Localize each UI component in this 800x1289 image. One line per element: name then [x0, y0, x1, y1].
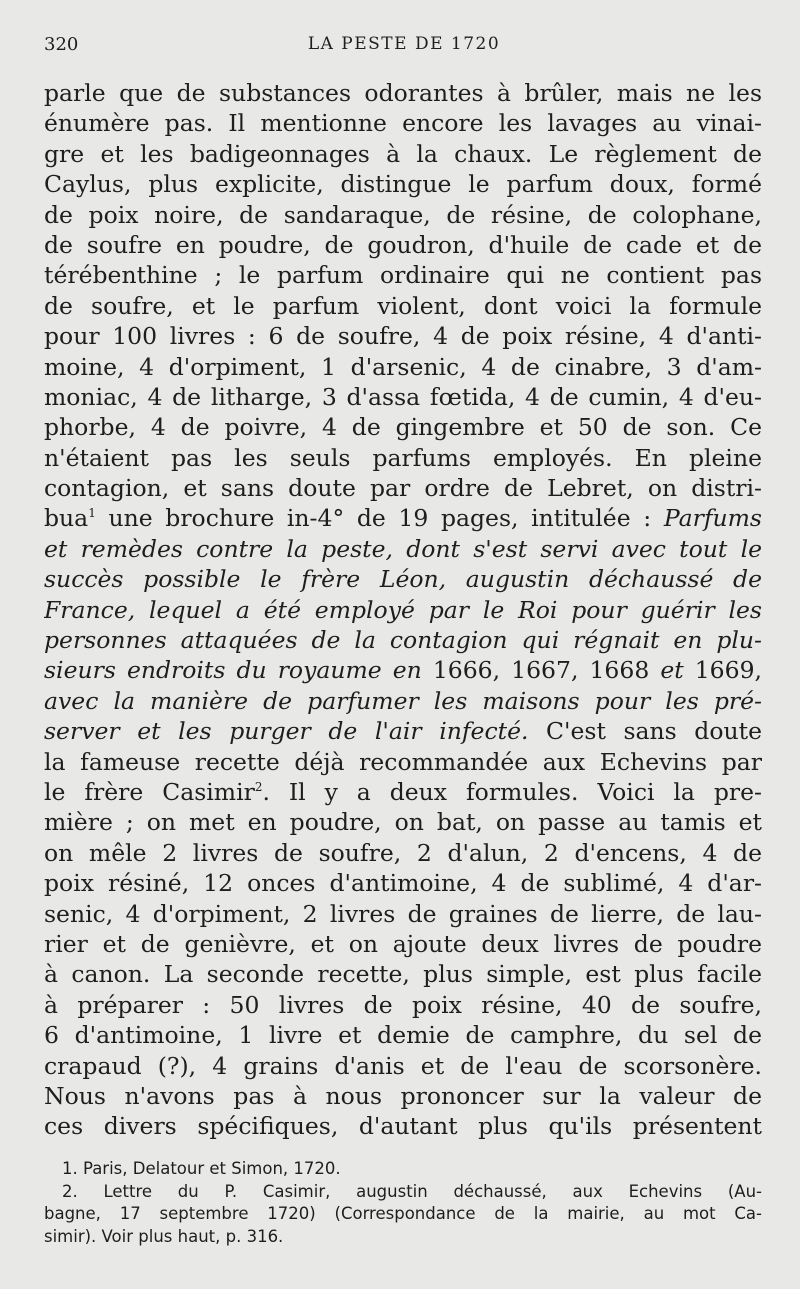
text-line: [44, 625, 762, 655]
text-run: personnes attaquées de la contagion qui régnait en plu-: [44, 626, 762, 655]
page-header: [44, 34, 764, 60]
text-line: [44, 1111, 762, 1141]
text-line: [44, 990, 762, 1020]
text-run: 1669,: [683, 656, 762, 685]
text-run: pour 100 livres : 6 de soufre, 4 de poix résine, 4 d'anti-: [44, 322, 762, 351]
text-line: [44, 230, 762, 260]
footnote-ref: 2: [254, 780, 263, 795]
text-line: [44, 108, 762, 138]
text-line: [44, 686, 762, 716]
text-line: [44, 1081, 762, 1111]
text-line: [44, 443, 762, 473]
text-line: [44, 260, 762, 290]
text-run: senic, 4 d'orpiment, 2 livres de graines de lierre, de lau-: [44, 899, 762, 928]
text-line: [44, 564, 762, 594]
footnote-ref: 1: [88, 506, 96, 521]
text-run: avec la manière de parfumer les maisons pour les pré-: [44, 686, 762, 715]
text-run: on mêle 2 livres de soufre, 2 d'alun, 2 d'encens, 4 de: [44, 838, 762, 867]
running-title: LA PESTE DE 1720: [307, 34, 501, 54]
text-line: [44, 321, 762, 351]
text-run: le frère Casimir: [44, 777, 255, 806]
text-run: moine, 4 d'orpiment, 1 d'arsenic, 4 de cinabre, 3 d'am-: [44, 352, 762, 381]
text-run: 1666, 1667, 1668: [432, 656, 661, 685]
text-line: [44, 655, 762, 685]
text-run: et remèdes contre la peste, dont s'est servi avec tout le: [44, 534, 762, 563]
footnote-line: 2. Lettre du P. Casimir, augustin déchaussé, aux Echevins (Au-: [62, 1181, 762, 1201]
text-line: [44, 169, 762, 199]
text-line: [44, 534, 762, 564]
text-line: [44, 899, 762, 929]
text-run: . Il y a deux formules. Voici la pre-: [262, 777, 762, 806]
text-run: server et les purger de l'air infecté.: [44, 717, 529, 746]
text-line: [44, 868, 762, 898]
text-run: énumère pas. Il mentionne encore les lavages au vinai-: [44, 109, 762, 138]
text-run: 6 d'antimoine, 1 livre et demie de camphre, du sel de: [44, 1021, 762, 1050]
footnote-line: 1. Paris, Delatour et Simon, 1720.: [62, 1159, 341, 1178]
text-line: [44, 1051, 762, 1081]
text-line: [44, 503, 762, 533]
text-run: phorbe, 4 de poivre, 4 de gingembre et 50 de son. Ce: [44, 413, 762, 442]
text-run: Parfums: [663, 504, 762, 533]
footnote-line: simir). Voir plus haut, p. 316.: [44, 1226, 284, 1246]
text-run: poix résiné, 12 onces d'antimoine, 4 de sublimé, 4 d'ar-: [44, 869, 762, 898]
text-run: et: [660, 656, 684, 685]
text-line: [44, 747, 762, 777]
text-run: la fameuse recette déjà recommandée aux Echevins par: [44, 747, 762, 776]
text-run: crapaud (?), 4 grains d'anis et de l'eau de scorsonère.: [44, 1051, 762, 1080]
text-run: de poix noire, de sandaraque, de résine, de colophane,: [44, 200, 762, 229]
text-line: [44, 716, 762, 746]
text-run: rier et de genièvre, et on ajoute deux livres de poudre: [44, 929, 762, 958]
text-run: une brochure in-4° de 19 pages, intitulée :: [95, 504, 664, 533]
text-line: [44, 78, 762, 108]
body-text: [44, 78, 762, 1142]
text-run: n'étaient pas les seuls parfums employés. En pleine: [44, 443, 762, 472]
footnotes: [44, 1158, 762, 1248]
text-run: mière ; on met en poudre, on bat, on passe au tamis et: [44, 808, 762, 837]
text-line: [44, 291, 762, 321]
text-line: [44, 807, 762, 837]
text-line: [44, 777, 762, 807]
text-line: [44, 929, 762, 959]
text-line: [44, 200, 762, 230]
text-line: [44, 352, 762, 382]
text-line: [44, 412, 762, 442]
text-line: [44, 838, 762, 868]
text-run: Nous n'avons pas à nous prononcer sur la valeur de: [44, 1081, 762, 1110]
text-run: ces divers spécifiques, d'autant plus qu'ils présentent: [44, 1112, 762, 1141]
footnote-line: bagne, 17 septembre 1720) (Correspondance de la mairie, au mot Ca-: [44, 1204, 762, 1224]
text-run: de soufre en poudre, de goudron, d'huile de cade et de: [44, 230, 762, 259]
text-run: bua: [44, 504, 89, 533]
text-run: gre et les badigeonnages à la chaux. Le règlement de: [44, 139, 762, 168]
text-run: parle que de substances odorantes à brûler, mais ne les: [44, 79, 762, 107]
text-line: [44, 1020, 762, 1050]
text-line: [44, 139, 762, 169]
text-line: [44, 959, 762, 989]
text-run: C'est sans doute: [528, 717, 762, 746]
text-run: contagion, et sans doute par ordre de Lebret, on distri-: [44, 474, 762, 503]
text-line: [44, 473, 762, 503]
text-run: térébenthine ; le parfum ordinaire qui ne contient pas: [44, 261, 762, 290]
text-run: de soufre, et le parfum violent, dont voici la formule: [44, 291, 762, 320]
text-line: [44, 595, 762, 625]
text-run: France, lequel a été employé par le Roi pour guérir les: [44, 595, 762, 624]
text-line: [44, 382, 762, 412]
text-run: Caylus, plus explicite, distingue le parfum doux, formé: [44, 170, 762, 199]
text-run: succès possible le frère Léon, augustin déchaussé de: [44, 565, 762, 594]
text-run: à canon. La seconde recette, plus simple, est plus facile: [44, 960, 762, 989]
page-number: 320: [44, 34, 79, 55]
text-run: à préparer : 50 livres de poix résine, 40 de soufre,: [44, 990, 762, 1019]
text-run: sieurs endroits du royaume en: [44, 656, 433, 685]
text-run: moniac, 4 de litharge, 3 d'assa fœtida, 4 de cumin, 4 d'eu-: [44, 382, 762, 411]
